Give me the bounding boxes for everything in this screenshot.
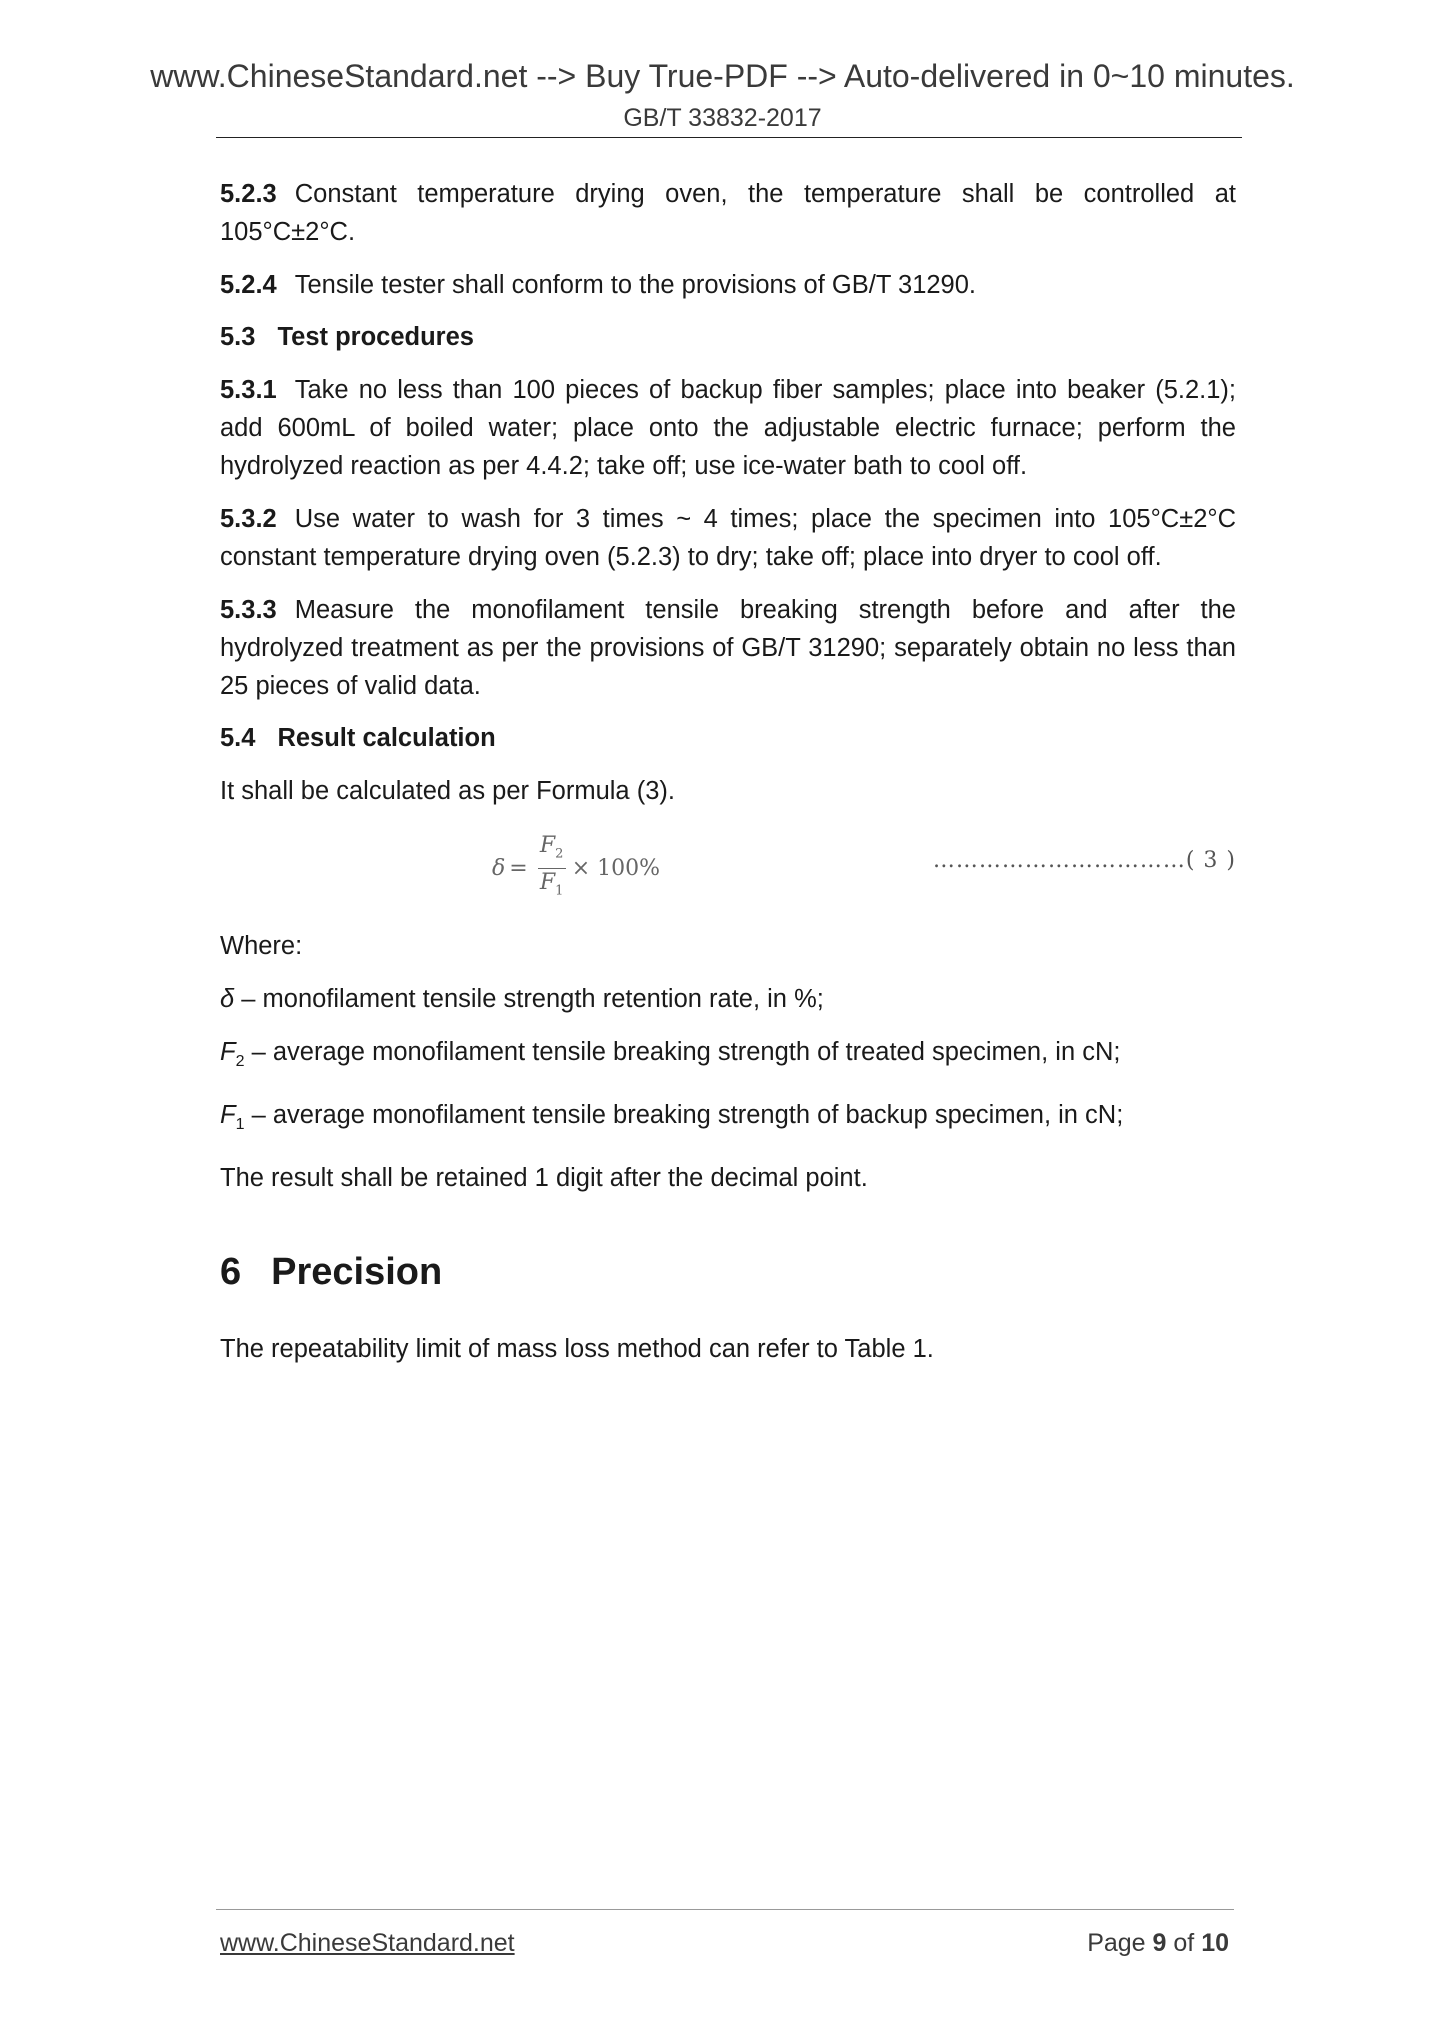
section-title: Precision bbox=[271, 1251, 443, 1294]
definition-text: – average monofilament tensile breaking strength of treated specimen, in cN; bbox=[244, 1038, 1121, 1066]
section-number: 6 bbox=[220, 1251, 242, 1294]
calculation-intro: It shall be calculated as per Formula (3). bbox=[220, 777, 675, 805]
clause-5-3-3 bbox=[220, 591, 1236, 705]
variable-symbol: $F_2$ bbox=[220, 1038, 245, 1071]
section-number: 5.4 bbox=[220, 724, 256, 752]
definition-text: – monofilament tensile strength retention rate, in %; bbox=[234, 985, 824, 1013]
variable-symbol: δ bbox=[220, 985, 235, 1013]
formula-expression bbox=[492, 832, 660, 906]
clause-text: Take no less than 100 pieces of backup fiber samples; place into beaker (5.2.1); add 600mL of boiled water; place onto the adjustable electric furnace; perform the hydrolyzed reaction as per 4.4.2; take off; use ice-water bath to cool off. bbox=[220, 376, 1236, 480]
equation-number bbox=[933, 842, 1236, 880]
definition-f2 bbox=[220, 1033, 1236, 1081]
where-label: Where: bbox=[220, 932, 303, 960]
clause-number: 5.3.2 bbox=[220, 505, 277, 533]
clause-number: 5.3.1 bbox=[220, 376, 277, 404]
clause-text: Tensile tester shall conform to the provisions of GB/T 31290. bbox=[294, 271, 977, 299]
section-title: Result calculation bbox=[277, 724, 496, 752]
clause-5-3-2 bbox=[220, 500, 1236, 576]
result-rounding-note: The result shall be retained 1 digit after the decimal point. bbox=[220, 1164, 868, 1193]
clause-text: Use water to wash for 3 times ~ 4 times; place the specimen into 105°C±2°C constant temperature drying oven (5.2.3) to dry; take off; place into dryer to cool off. bbox=[220, 505, 1236, 571]
section-5-4-heading bbox=[220, 719, 1236, 757]
definition-f1 bbox=[220, 1096, 1236, 1144]
standard-number: GB/T 33832-2017 bbox=[623, 104, 822, 132]
precision-text: The repeatability limit of mass loss method can refer to Table 1. bbox=[220, 1335, 934, 1364]
formula-denominator: $F_1$ bbox=[539, 870, 564, 899]
document-body bbox=[220, 175, 1236, 1368]
footer-rule bbox=[216, 1909, 1234, 1910]
clause-text: Constant temperature drying oven, the temperature shall be controlled at 105°C±2°C. bbox=[220, 180, 1236, 246]
clause-5-2-4 bbox=[220, 266, 1236, 304]
clause-5-3-1 bbox=[220, 371, 1236, 485]
header-rule bbox=[216, 137, 1242, 138]
clause-number: 5.2.3 bbox=[220, 180, 277, 208]
clause-text: Measure the monofilament tensile breaking strength before and after the hydrolyzed treatment as per the provisions of GB/T 31290; separately obtain no less than 25 pieces of valid data. bbox=[220, 596, 1236, 700]
section-number: 5.3 bbox=[220, 323, 256, 351]
definition-delta bbox=[220, 980, 1236, 1018]
header-banner: www.ChineseStandard.net --> Buy True-PDF --> Auto-delivered in 0~10 minutes. bbox=[150, 58, 1295, 94]
equation-label: ( 3 ) bbox=[1185, 848, 1236, 873]
formula-3 bbox=[220, 830, 1236, 910]
variable-symbol: $F_1$ bbox=[220, 1101, 245, 1134]
current-page: 9 bbox=[1152, 1929, 1167, 1957]
section-title: Test procedures bbox=[277, 323, 474, 351]
formula-lhs: δ bbox=[492, 855, 506, 881]
formula-numerator: $F_2$ bbox=[539, 833, 564, 862]
clause-5-2-3 bbox=[220, 175, 1236, 251]
page-indicator: Page 9 of 10 bbox=[1087, 1929, 1229, 1957]
formula-fraction bbox=[538, 832, 566, 906]
section-5-3-heading bbox=[220, 318, 1236, 356]
clause-number: 5.2.4 bbox=[220, 271, 277, 299]
section-6-heading bbox=[220, 1247, 1236, 1297]
formula-rhs: × 100% bbox=[571, 855, 661, 881]
footer-website-link[interactable]: www.ChineseStandard.net bbox=[220, 1929, 515, 1957]
formula-equals: = bbox=[509, 855, 528, 881]
clause-number: 5.3.3 bbox=[220, 596, 277, 624]
leader-dots: …………………………… bbox=[932, 848, 1186, 873]
total-pages: 10 bbox=[1201, 1929, 1229, 1957]
definition-text: – average monofilament tensile breaking strength of backup specimen, in cN; bbox=[244, 1101, 1124, 1130]
